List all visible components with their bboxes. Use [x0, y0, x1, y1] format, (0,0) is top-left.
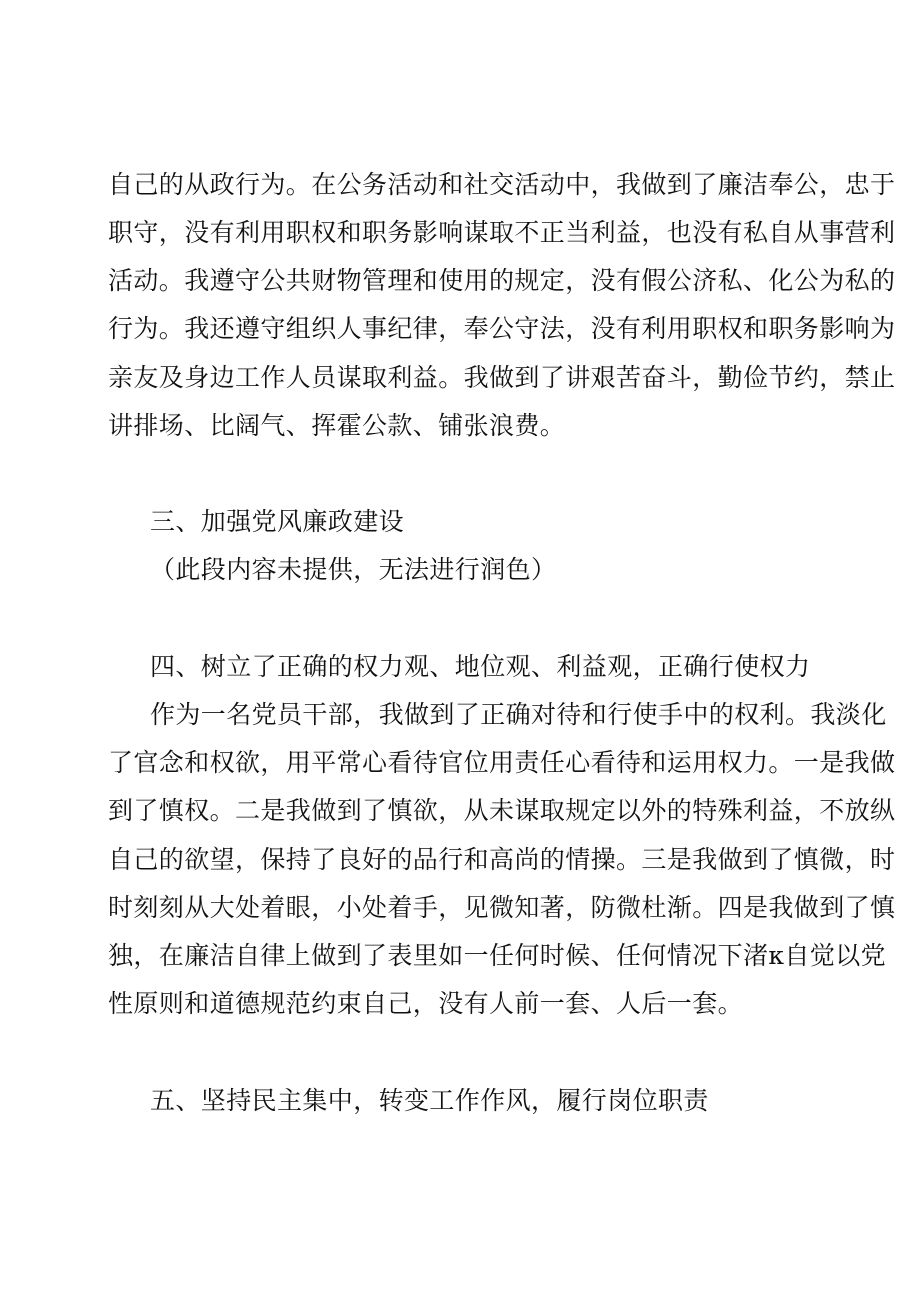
section-heading: 三、加强党风廉政建设 — [150, 507, 405, 536]
body-text-line: 作为一名党员干部，我做到了正确对待和行使手中的权利。我淡化 — [150, 700, 887, 729]
body-text-line: 了官念和权欲，用平常心看待官位用责任心看待和运用权力。一是我做 — [108, 748, 896, 777]
body-text-line: 自己的欲望，保持了良好的品行和高尚的情操。三是我做到了慎微，时 — [108, 845, 896, 874]
body-text-line: 性原则和道德规范约束自己，没有人前一套、人后一套。 — [108, 989, 744, 1018]
section-heading: 四、树立了正确的权力观、地位观、利益观，正确行使权力 — [150, 652, 811, 681]
body-text-line: 到了慎权。二是我做到了慎欲，从未谋取规定以外的特殊利益，不放纵 — [108, 796, 896, 825]
section-note: （此段内容未提供，无法进行润色） — [150, 555, 557, 584]
body-text-line: 时刻刻从大处着眼，小处着手，见微知著，防微杜渐。四是我做到了慎 — [108, 893, 896, 922]
body-text-line: 行为。我还遵守组织人事纪律，奉公守法，没有利用职权和职务影响为 — [108, 314, 896, 343]
body-text-line: 独，在廉洁自律上做到了表里如一任何时候、任何情况下渚к自觉以党 — [108, 941, 887, 970]
body-text-line: 活动。我遵守公共财物管理和使用的规定，没有假公济私、化公为私的 — [108, 266, 896, 295]
body-text-line: 自己的从政行为。在公务活动和社交活动中，我做到了廉洁奉公，忠于 — [108, 170, 896, 199]
body-text-line: 职守，没有利用职权和职务影响谋取不正当利益，也没有私自从事营利 — [108, 218, 896, 247]
body-text-line: 讲排场、比阔气、挥霍公款、铺张浪费。 — [108, 411, 566, 440]
body-text-line: 亲友及身边工作人员谋取利益。我做到了讲艰苦奋斗，勤俭节约，禁止 — [108, 363, 896, 392]
section-heading: 五、坚持民主集中，转变工作作风，履行岗位职责 — [150, 1086, 709, 1115]
